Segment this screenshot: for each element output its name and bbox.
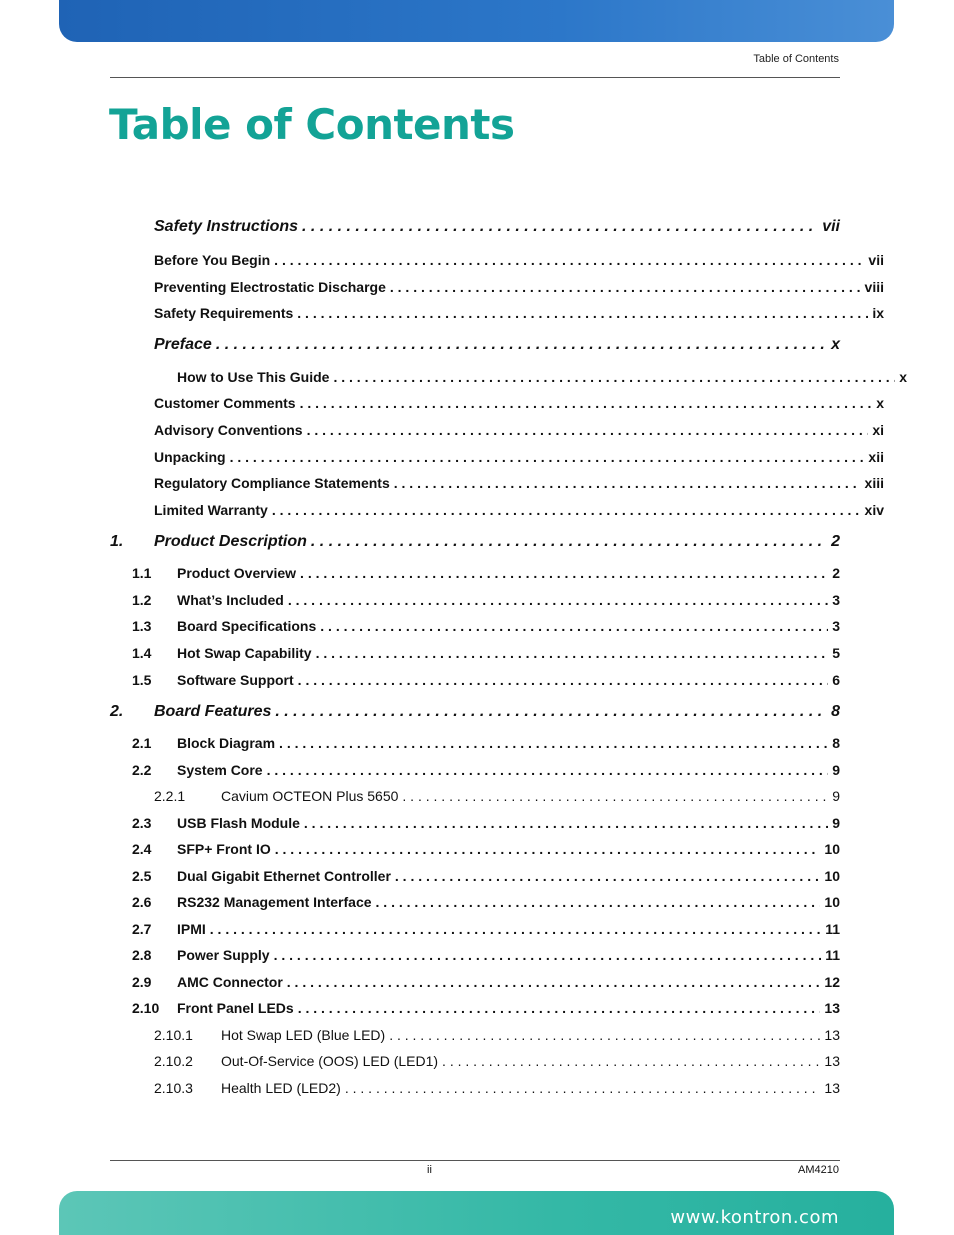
toc-entry-label: Before You Begin xyxy=(154,252,271,268)
footer-band xyxy=(59,1191,894,1235)
toc-dot-leader xyxy=(376,894,821,910)
toc-entry-page: x xyxy=(876,395,884,411)
toc-entry-label: System Core xyxy=(177,762,263,778)
toc-entry-label: USB Flash Module xyxy=(177,815,300,831)
toc-dot-leader xyxy=(287,974,821,990)
toc-entry-number: 2.3 xyxy=(132,815,152,831)
toc-entry-label: Software Support xyxy=(177,672,294,688)
toc-entry-page: viii xyxy=(864,279,884,295)
toc-dot-leader xyxy=(230,449,865,465)
toc-entry-number: 2.8 xyxy=(132,947,152,963)
toc-dot-leader xyxy=(345,1080,821,1096)
toc-entry[interactable] xyxy=(110,252,884,274)
toc-entry-label: Dual Gigabit Ethernet Controller xyxy=(177,868,391,884)
toc-entry-page: 13 xyxy=(824,1000,840,1016)
toc-entry-page: ix xyxy=(872,305,884,321)
toc-entry-number: 2.5 xyxy=(132,868,152,884)
toc-entry-label: Board Specifications xyxy=(177,618,317,634)
toc-entry-page: 8 xyxy=(832,735,840,751)
toc-entry-label: Block Diagram xyxy=(177,735,276,751)
toc-entry-page: 13 xyxy=(824,1053,840,1069)
toc-dot-leader xyxy=(302,218,818,236)
toc-entry-label: Preface xyxy=(154,336,212,353)
toc-entry-page: 9 xyxy=(832,815,840,831)
toc-dot-leader xyxy=(275,703,827,721)
toc-entry-label: Hot Swap LED (Blue LED) xyxy=(221,1027,386,1043)
toc-dot-leader xyxy=(316,645,829,661)
toc-entry-label: Regulatory Compliance Statements xyxy=(154,475,390,491)
toc-entry[interactable] xyxy=(110,703,840,725)
toc-entry-label: What’s Included xyxy=(177,592,284,608)
toc-entry-label: Hot Swap Capability xyxy=(177,645,312,661)
toc-entry-number: 2.10.2 xyxy=(154,1053,193,1069)
toc-entry-label: Out-Of-Service (OOS) LED (LED1) xyxy=(221,1053,439,1069)
toc-entry-page: 11 xyxy=(825,921,840,937)
toc-entry-page: 2 xyxy=(831,533,840,550)
toc-entry-number: 1.2 xyxy=(132,592,152,608)
toc-entry-label: Advisory Conventions xyxy=(154,422,303,438)
toc-entry-label: IPMI xyxy=(177,921,206,937)
header-band xyxy=(59,0,894,42)
toc-entry[interactable] xyxy=(110,672,840,694)
toc-entry-number: 1.1 xyxy=(132,565,152,581)
toc-dot-leader xyxy=(300,565,828,581)
toc-entry-page: 2 xyxy=(832,565,840,581)
toc-dot-leader xyxy=(275,841,821,857)
toc-entry-page: 3 xyxy=(832,592,840,608)
toc-dot-leader xyxy=(210,921,821,937)
toc-entry[interactable] xyxy=(110,841,840,863)
toc-dot-leader xyxy=(390,279,861,295)
toc-entry-number: 2.9 xyxy=(132,974,152,990)
toc-dot-leader xyxy=(298,672,829,688)
toc-entry-page: 13 xyxy=(824,1027,840,1043)
toc-dot-leader xyxy=(307,422,869,438)
toc-entry[interactable] xyxy=(110,762,840,784)
toc-dot-leader xyxy=(442,1053,820,1069)
toc-entry-page: 6 xyxy=(832,672,840,688)
toc-entry[interactable] xyxy=(110,218,840,240)
toc-entry[interactable] xyxy=(110,565,840,587)
running-head: Table of Contents xyxy=(753,53,839,65)
toc-dot-leader xyxy=(333,369,895,385)
toc-entry[interactable] xyxy=(110,395,884,417)
toc-entry-number: 1.5 xyxy=(132,672,152,688)
toc-entry[interactable] xyxy=(110,947,840,969)
page-title: Table of Contents xyxy=(109,100,515,149)
toc-entry[interactable] xyxy=(110,475,884,497)
toc-entry-label: RS232 Management Interface xyxy=(177,894,372,910)
toc-entry-number: 2.10.3 xyxy=(154,1080,193,1096)
toc-entry-label: Limited Warranty xyxy=(154,502,268,518)
toc-entry-label: Safety Requirements xyxy=(154,305,294,321)
toc-entry[interactable] xyxy=(110,502,884,524)
toc-entry[interactable] xyxy=(110,1080,840,1102)
toc-entry[interactable] xyxy=(110,369,907,391)
toc-entry-label: Health LED (LED2) xyxy=(221,1080,341,1096)
toc-dot-leader xyxy=(395,868,821,884)
toc-entry-label: SFP+ Front IO xyxy=(177,841,271,857)
website-link[interactable]: www.kontron.com xyxy=(670,1207,839,1228)
toc-dot-leader xyxy=(389,1027,820,1043)
toc-entry-label: Board Features xyxy=(154,703,272,720)
toc-entry-number: 2.10 xyxy=(132,1000,160,1016)
toc-entry-number: 2. xyxy=(110,703,124,720)
toc-entry[interactable] xyxy=(110,449,884,471)
toc-dot-leader xyxy=(297,305,868,321)
toc-dot-leader xyxy=(216,336,827,354)
document-id: AM4210 xyxy=(798,1164,839,1176)
toc-entry[interactable] xyxy=(110,921,840,943)
toc-dot-leader xyxy=(402,788,828,804)
toc-entry-number: 2.1 xyxy=(132,735,152,751)
toc-entry-number: 2.10.1 xyxy=(154,1027,193,1043)
toc-entry-page: 3 xyxy=(832,618,840,634)
toc-dot-leader xyxy=(279,735,828,751)
toc-entry-page: 8 xyxy=(831,703,840,720)
toc-entry[interactable] xyxy=(110,279,884,301)
toc-entry[interactable] xyxy=(110,336,840,358)
toc-entry-label: Unpacking xyxy=(154,449,226,465)
toc-dot-leader xyxy=(394,475,861,491)
toc-entry-page: xiv xyxy=(864,502,884,518)
toc-entry-number: 2.6 xyxy=(132,894,152,910)
toc-dot-leader xyxy=(300,395,873,411)
toc-entry-label: Safety Instructions xyxy=(154,218,299,235)
toc-dot-leader xyxy=(267,762,829,778)
page-number: ii xyxy=(427,1164,432,1176)
toc-entry-page: vii xyxy=(822,218,840,235)
toc-entry[interactable] xyxy=(110,618,840,640)
toc-entry[interactable] xyxy=(110,422,884,444)
toc-entry-label: Front Panel LEDs xyxy=(177,1000,294,1016)
toc-entry[interactable] xyxy=(110,592,840,614)
toc-entry-label: Preventing Electrostatic Discharge xyxy=(154,279,386,295)
toc-entry-number: 1.3 xyxy=(132,618,152,634)
toc-entry[interactable] xyxy=(110,788,840,810)
toc-entry[interactable] xyxy=(110,645,840,667)
toc-entry-number: 1. xyxy=(110,533,124,550)
toc-entry-label: Product Description xyxy=(154,533,307,550)
toc-entry[interactable] xyxy=(110,735,840,757)
toc-entry-page: xii xyxy=(868,449,884,465)
toc-entry-page: vii xyxy=(868,252,884,268)
toc-entry-page: x xyxy=(831,336,840,353)
toc-entry[interactable] xyxy=(110,868,840,890)
toc-entry-page: 13 xyxy=(824,1080,840,1096)
toc-entry-label: AMC Connector xyxy=(177,974,283,990)
toc-dot-leader xyxy=(274,252,864,268)
toc-entry[interactable] xyxy=(110,1000,840,1022)
toc-dot-leader xyxy=(272,502,861,518)
toc-dot-leader xyxy=(274,947,822,963)
toc-entry-page: x xyxy=(899,369,907,385)
toc-entry[interactable] xyxy=(110,815,840,837)
toc-entry-number: 2.2.1 xyxy=(154,788,186,804)
toc-entry-label: Customer Comments xyxy=(154,395,296,411)
toc-entry-number: 2.2 xyxy=(132,762,152,778)
toc-entry-number: 2.4 xyxy=(132,841,152,857)
toc-entry[interactable] xyxy=(110,894,840,916)
toc-entry[interactable] xyxy=(110,1027,840,1049)
toc-entry-label: How to Use This Guide xyxy=(177,369,330,385)
toc-entry[interactable] xyxy=(110,533,840,555)
toc-entry-page: 9 xyxy=(832,762,840,778)
toc-entry-page: 5 xyxy=(832,645,840,661)
footer-rule xyxy=(110,1160,840,1161)
toc-entry-page: 10 xyxy=(824,894,840,910)
toc-entry-page: 12 xyxy=(824,974,840,990)
toc-entry-label: Cavium OCTEON Plus 5650 xyxy=(221,788,399,804)
toc-entry-page: 11 xyxy=(825,947,840,963)
toc-entry-page: 9 xyxy=(832,788,840,804)
toc-entry-page: xiii xyxy=(864,475,884,491)
toc-dot-leader xyxy=(320,618,828,634)
toc-dot-leader xyxy=(288,592,828,608)
toc-entry-page: xi xyxy=(872,422,884,438)
toc-entry-page: 10 xyxy=(824,868,840,884)
toc-entry[interactable] xyxy=(110,1053,840,1075)
toc-dot-leader xyxy=(304,815,828,831)
toc-entry[interactable] xyxy=(110,974,840,996)
toc-entry-number: 1.4 xyxy=(132,645,152,661)
toc-entry-label: Product Overview xyxy=(177,565,297,581)
toc-dot-leader xyxy=(298,1000,821,1016)
toc-entry-page: 10 xyxy=(824,841,840,857)
toc-entry-label: Power Supply xyxy=(177,947,270,963)
header-rule xyxy=(110,77,840,78)
toc-dot-leader xyxy=(311,533,827,551)
toc-entry-number: 2.7 xyxy=(132,921,152,937)
toc-entry[interactable] xyxy=(110,305,884,327)
